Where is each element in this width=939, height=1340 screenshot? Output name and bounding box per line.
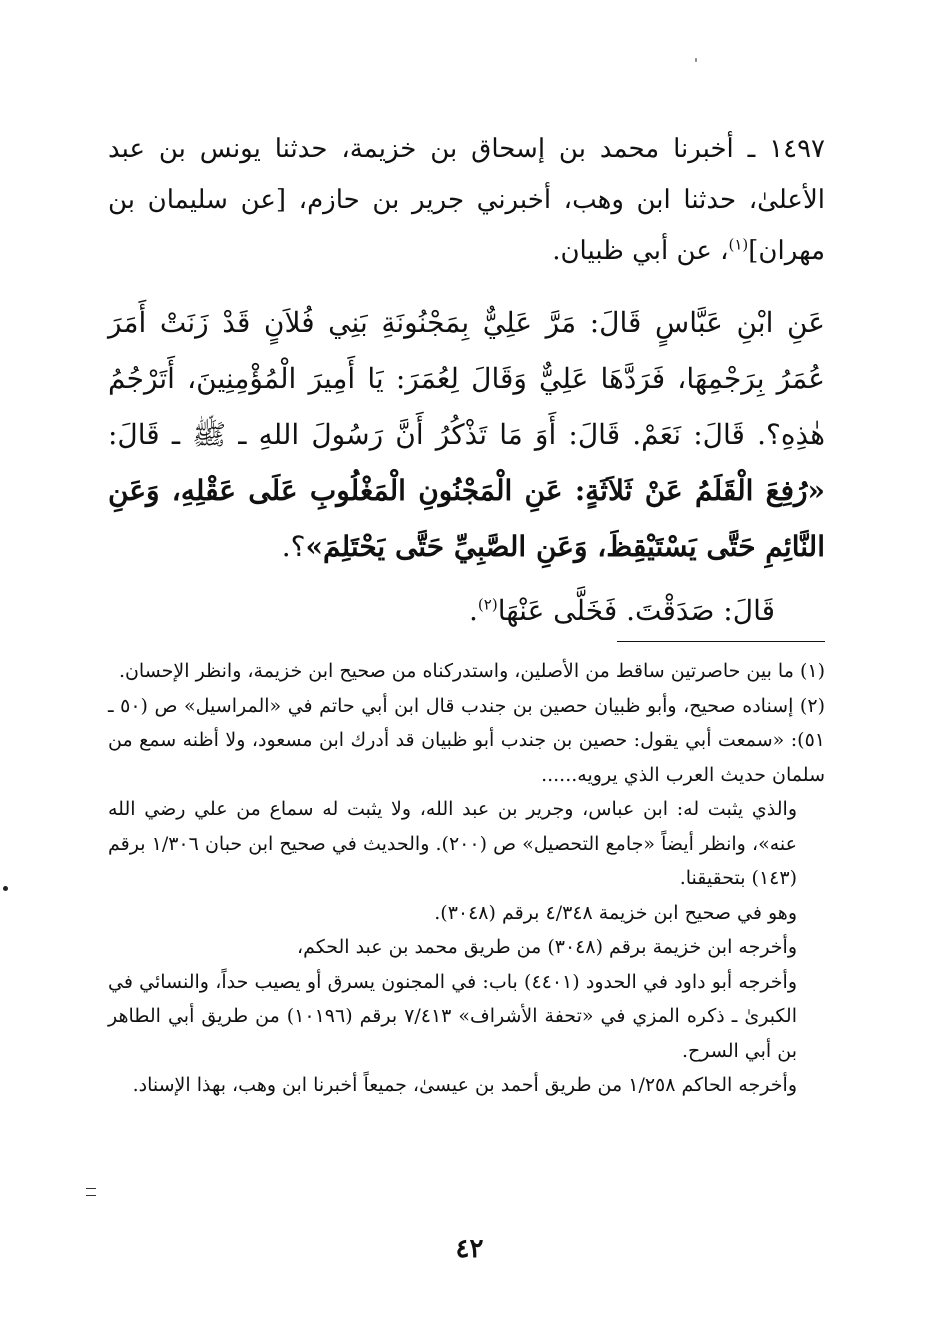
- closing-text: قَالَ: صَدَقْتَ. فَخَلَّى عَنْهَا: [497, 594, 775, 627]
- margin-mark: [86, 1188, 96, 1196]
- footnote-2-ibn-khuzayma: وهو في صحيح ابن خزيمة ٤/٣٤٨ برقم (٣٠٤٨).: [434, 901, 797, 924]
- margin-dot: [3, 886, 8, 891]
- prophetic-saying: «رُفِعَ الْقَلَمُ عَنْ ثَلاَثَةٍ: عَنِ الْمَجْنُونِ الْمَغْلُوبِ عَلَى عَقْلِهِ، وَعَنِ النَّائِمِ حَتَّى يَسْتَيْقِظَ، وَعَنِ الصَّبِيِّ حَتَّى يَحْتَلِمَ»: [108, 474, 825, 563]
- footnote-2-abu-dawud: وأخرجه أبو داود في الحدود (٤٤٠١) باب: في المجنون يسرق أو يصيب حداً، والنسائي في الكبرىٰ ـ ذكره المزي في «تحفة الأشراف» ٧/٤١٣ برقم (١٠١٩٦) من طريق أبي الطاهر بن أبي السرح.: [108, 970, 797, 1062]
- page-number: ٤٢: [455, 1234, 484, 1264]
- scan-speck: [695, 58, 697, 62]
- footnotes: [108, 652, 825, 1103]
- closing-end: .: [469, 594, 478, 627]
- hadith-body: [108, 124, 825, 639]
- footnote-separator: [617, 641, 825, 642]
- footnote-ref-1: (١): [728, 235, 749, 254]
- footnote-2-continued: والذي يثبت له: ابن عباس، وجرير بن عبد الله، ولا يثبت له سماع من علي رضي الله عنه»، وانظر أيضاً «جامع التحصيل» ص (٢٠٠). والحديث في صحيح ابن حبان ١/٣٠٦ برقم (١٤٣) بتحقيقنا.: [108, 798, 797, 889]
- isnad-tail: ، عن أبي ظبيان.: [552, 236, 729, 266]
- footnote-1: (١) ما بين حاصرتين ساقط من الأصلين، واستدركناه من صحيح ابن خزيمة، وانظر الإحسان.: [118, 660, 825, 682]
- matn-end: ؟.: [281, 530, 306, 563]
- footnote-2: (٢) إسناده صحيح، وأبو ظبيان حصين بن جندب قال ابن أبي حاتم في «المراسيل» ص (٥٠ ـ ٥١): «سمعت أبي يقول: حصين بن جندب أبو ظبيان قد أدرك ابن مسعود، ولا أظنه سمع من سلمان حديث العرب الذي يرويه......: [108, 694, 825, 786]
- footnote-ref-2: (٢): [477, 595, 498, 614]
- footnote-2-hakim: وأخرجه الحاكم ١/٢٥٨ من طريق أحمد بن عيسىٰ، جميعاً أخبرنا ابن وهب، بهذا الإسناد.: [132, 1074, 797, 1096]
- matn-intro: عَنِ ابْنِ عَبَّاسٍ قَالَ: مَرَّ عَلِيٌّ بِمَجْنُونَةِ بَنِي فُلاَنٍ قَدْ زَنَتْ أَمَرَ عُمَرُ بِرَجْمِهَا، فَرَدَّهَا عَلِيٌّ وَقَالَ لِعُمَرَ: يَا أَمِيرَ الْمُؤْمِنِينَ، أَتَرْجُمُ هٰذِهِ؟. قَالَ: نَعَمْ. قَالَ: أَوَ مَا تَذْكُرُ أَنَّ رَسُولَ اللهِ ـ ﷺ ـ قَالَ:: [108, 306, 825, 451]
- footnote-2-ibn-khuzayma-route: وأخرجه ابن خزيمة برقم (٣٠٤٨) من طريق محمد بن عبد الحكم،: [296, 936, 797, 958]
- hadith-matn: [108, 295, 825, 575]
- isnad-text: ١٤٩٧ ـ أخبرنا محمد بن إسحاق بن خزيمة، حدثنا يونس بن عبد الأعلىٰ، حدثنا ابن وهب، أخبرني جرير بن حازم، [عن سليمان بن مهران]: [108, 134, 825, 266]
- hadith-closing: [108, 583, 825, 639]
- hadith-isnad: [108, 124, 825, 277]
